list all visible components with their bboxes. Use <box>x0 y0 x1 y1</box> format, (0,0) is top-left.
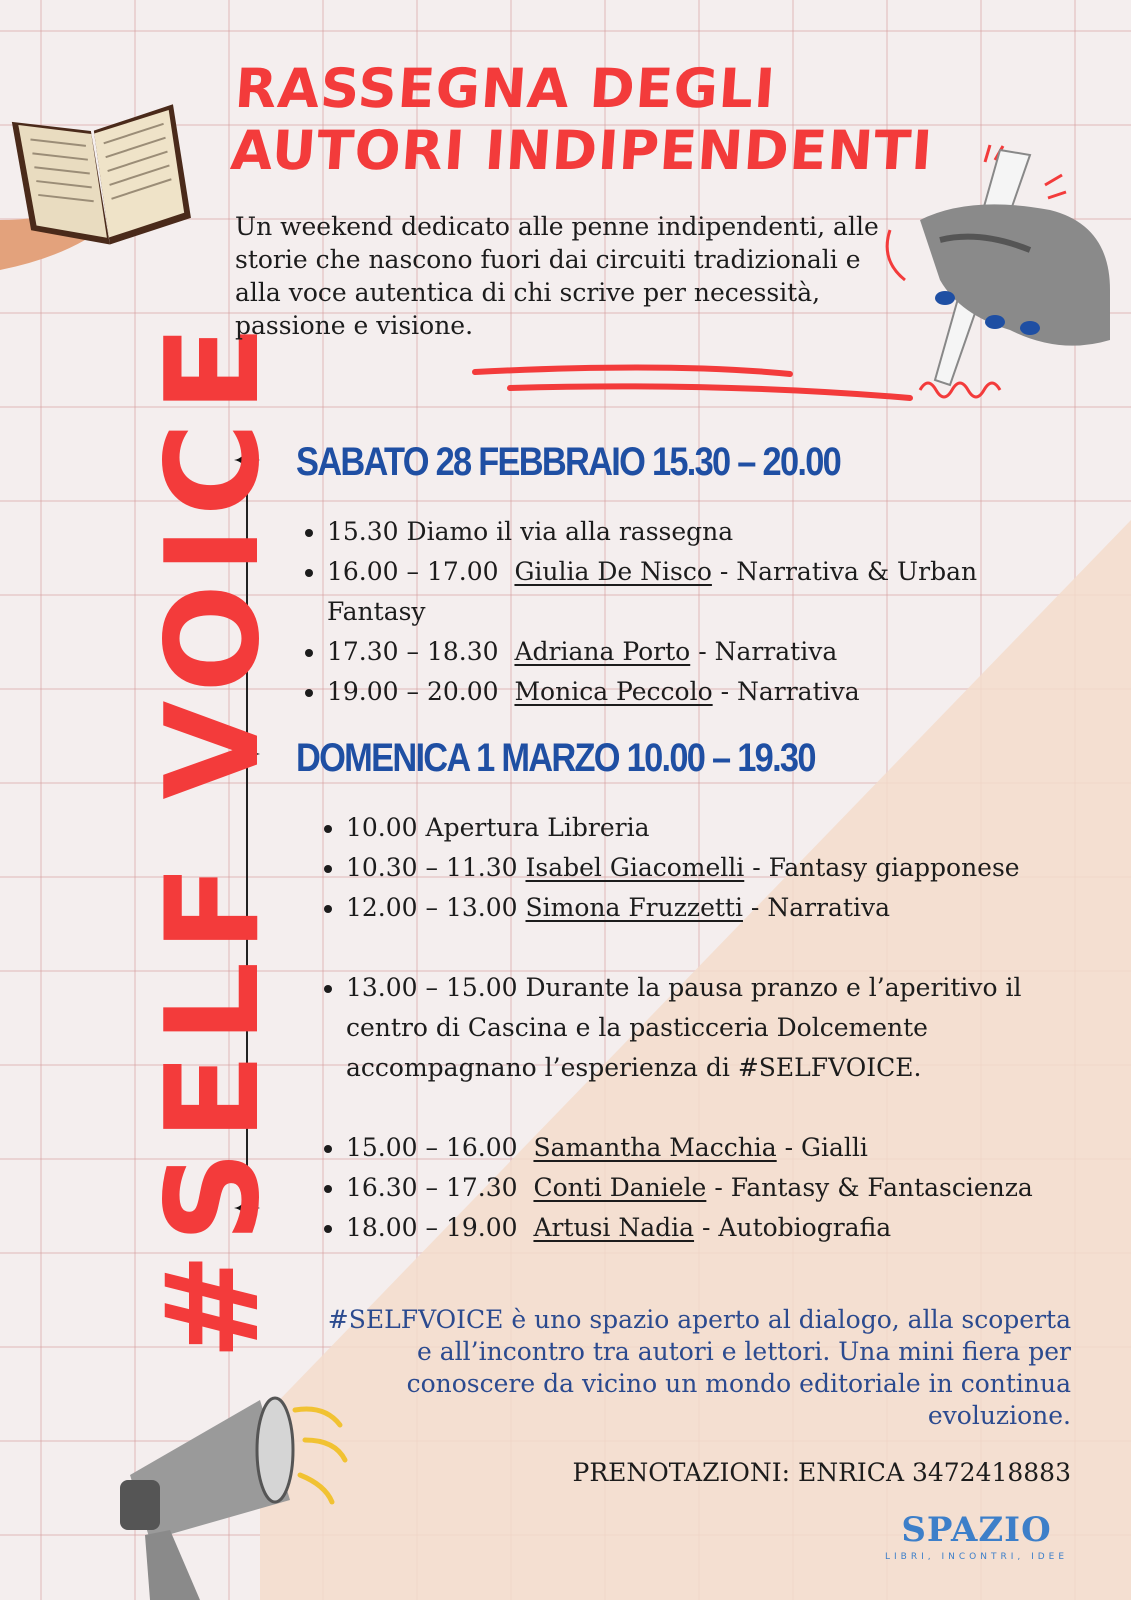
spazio-logo <box>885 1510 1068 1562</box>
schedule-item: • 15.30 Diamo il via alla rassegna <box>327 512 1017 552</box>
logo-tagline: LIBRI, INCONTRI, IDEE <box>885 1552 1069 1562</box>
schedule-item: • 17.30 – 18.30 Adriana Porto - Narrativa <box>327 632 1017 672</box>
main-title <box>229 58 940 182</box>
logo-word: SPAZIO <box>901 1510 1052 1550</box>
sunday-heading: DOMENICA 1 MARZO 10.00 – 19.30 <box>296 736 815 780</box>
intro-text: Un weekend dedicato alle penne indipendenti, alle storie che nascono fuori dai circuiti tradizionali e alla voce autentica di chi scrive per necessità, passione e visione. <box>235 212 879 340</box>
schedule-item: • 16.30 – 17.30 Conti Daniele - Fantasy & Fantascienza <box>346 1168 1066 1208</box>
booking-info: PRENOTAZIONI: ENRICA 3472418883 <box>572 1458 1071 1487</box>
schedule-item: • 15.00 – 16.00 Samantha Macchia - Gialli <box>346 1128 1066 1168</box>
saturday-heading: SABATO 28 FEBBRAIO 15.30 – 20.00 <box>296 440 841 484</box>
schedule-item: • 12.00 – 13.00 Simona Fruzzetti - Narrativa <box>346 888 1066 928</box>
author-name: Simona Fruzzetti <box>525 893 743 922</box>
author-name: Conti Daniele <box>533 1173 707 1202</box>
author-name: Adriana Porto <box>514 637 691 666</box>
author-name: Samantha Macchia <box>533 1133 777 1162</box>
schedule-item: • 10.30 – 11.30 Isabel Giacomelli - Fantasy giapponese <box>346 848 1066 888</box>
schedule-item: • 18.00 – 19.00 Artusi Nadia - Autobiografia <box>346 1208 1066 1248</box>
title-line-1: RASSEGNA DEGLI <box>233 57 778 120</box>
author-name: Monica Peccolo <box>514 677 713 706</box>
brush-stroke <box>470 360 920 410</box>
vertical-title: #SELF VOICE <box>139 314 288 1360</box>
closing-text: #SELFVOICE è uno spazio aperto al dialogo, alla scoperta e all’incontro tra autori e lettori. Una mini fiera per conoscere da vicino un mondo editoriale in continua evoluzione. <box>327 1305 1071 1430</box>
saturday-schedule <box>297 512 1017 712</box>
schedule-item: • 10.00 Apertura Libreria <box>346 808 1066 848</box>
schedule-item: • 16.00 – 17.00 Giulia De Nisco - Narrativa & Urban Fantasy <box>327 552 1017 632</box>
open-book-icon <box>0 70 200 290</box>
title-line-2: AUTORI INDIPENDENTI <box>228 119 935 182</box>
author-name: Isabel Giacomelli <box>525 853 745 882</box>
author-name: Giulia De Nisco <box>514 557 712 586</box>
author-name: Artusi Nadia <box>533 1213 695 1242</box>
schedule-item: • 13.00 – 15.00 Durante la pausa pranzo e l’aperitivo il centro di Cascina e la pasticceria Dolcemente accompagnano l’esperienza di #SELFVOICE. <box>346 968 1066 1088</box>
sunday-schedule <box>316 808 1066 1248</box>
schedule-item: • 19.00 – 20.00 Monica Peccolo - Narrativa <box>327 672 1017 712</box>
